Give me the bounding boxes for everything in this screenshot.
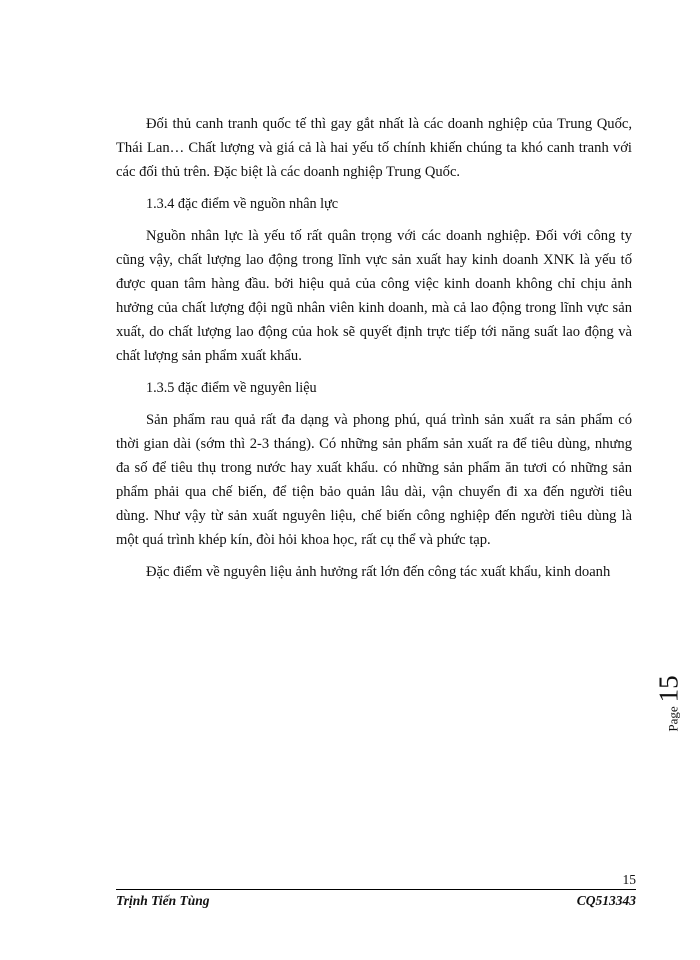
side-page-number: 15 [653,674,684,702]
footer-author: Trịnh Tiến Tùng [116,893,210,908]
footer-student-code: CQ513343 [576,893,636,908]
page-body [116,112,632,584]
side-page-marker [654,668,684,738]
paragraph-human-resources: Nguồn nhân lực là yếu tố rất quân trọng với các doanh nghiệp. Đối với công ty cũng vậy, chất lượng lao động trong lĩnh vực sản xuất hay kinh doanh XNK là yếu tố được quan tâm hàng đầu. bởi hiệu quả của công việc kinh doanh không chỉ chịu ảnh hưởng của chất lượng đội ngũ nhân viên kinh doanh, mà cả lao động trong lĩnh vực sản xuất, do chất lượng lao động của hok sẽ quyết định trực tiếp tới năng suất lao động và chất lượng sản phẩm xuất khẩu. [116,228,632,364]
paragraph-raw-materials: Sản phẩm rau quả rất đa dạng và phong phú, quá trình sản xuất ra sản phẩm có thời gian dài (sớm thì 2-3 tháng). Có những sản phẩm sản xuất ra để tiêu dùng, nhưng đa số để tiêu thụ trong nước hay xuất khẩu. có những sản phẩm ăn tươi có những sản phẩm phải qua chế biến, để tiện bảo quản lâu dài, vận chuyển đi xa đến người tiêu dùng. Như vậy từ sản xuất nguyên liệu, chế biến công nghiệp đến người tiêu dùng là một quá trình khép kín, đòi hỏi khoa học, rất cụ thể và phức tạp. [116,412,632,548]
paragraph-raw-materials-impact: Đặc điểm về nguyên liệu ảnh hưởng rất lớn đến công tác xuất khẩu, kinh doanh [146,564,611,580]
footer-page-number: 15 [622,872,636,887]
side-page-word: Page [665,705,681,732]
footer-divider [116,889,636,890]
section-heading-1-3-4: 1.3.4 đặc điểm về nguồn nhân lực [146,196,339,212]
paragraph-competitors: Đối thủ canh tranh quốc tế thì gay gắt nhất là các doanh nghiệp của Trung Quốc, Thái Lan… Chất lượng và giá cả là hai yếu tố chính khiến chúng ta khó canh tranh với các đối thủ trên. Đặc biệt là các doanh nghiệp Trung Quốc. [116,116,632,180]
section-heading-1-3-5: 1.3.5 đặc điểm về nguyên liệu [146,380,317,396]
